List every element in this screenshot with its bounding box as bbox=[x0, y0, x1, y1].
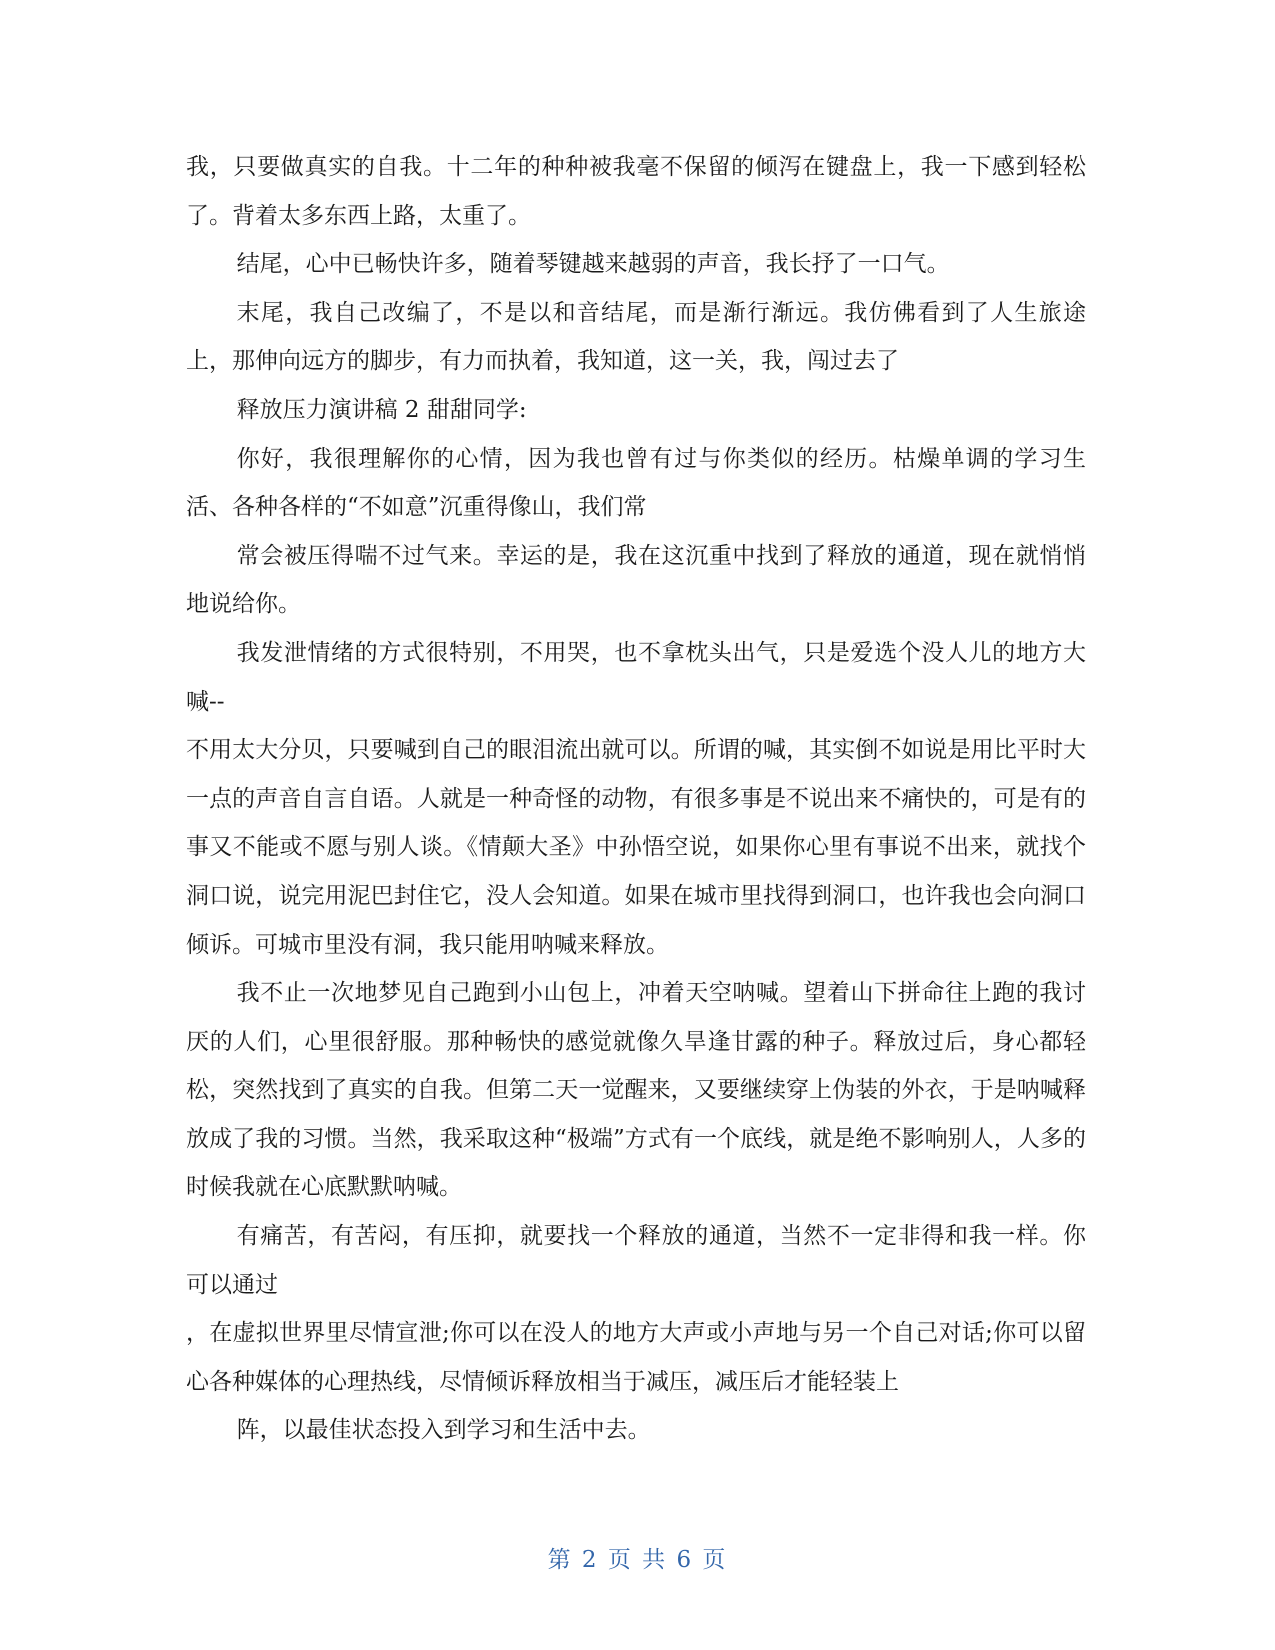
document-body bbox=[186, 143, 1086, 1455]
paragraph-8: 不用太大分贝，只要喊到自己的眼泪流出就可以。所谓的喊，其实倒不如说是用比平时大一点的声音自言自语。人就是一种奇怪的动物，有很多事是不说出来不痛快的，可是有的事又不能或不愿与别人谈。《情颠大圣》中孙悟空说，如果你心里有事说不出来，就找个洞口说，说完用泥巴封住它，没人会知道。如果在城市里找得到洞口，也许我也会向洞口倾诉。可城市里没有洞，我只能用呐喊来释放。 bbox=[186, 737, 1086, 958]
paragraph-10: 有痛苦，有苦闷，有压抑，就要找一个释放的通道，当然不一定非得和我一样。你可以通过 bbox=[186, 1223, 1086, 1298]
paragraph-11: ，在虚拟世界里尽情宣泄;你可以在没人的地方大声或小声地与另一个自己对话;你可以留心各种媒体的心理热线，尽情倾诉释放相当于减压，减压后才能轻装上 bbox=[186, 1320, 1086, 1395]
paragraph-4-heading: 释放压力演讲稿 2 甜甜同学: bbox=[236, 396, 527, 423]
paragraph-6: 常会被压得喘不过气来。幸运的是，我在这沉重中找到了释放的通道，现在就悄悄地说给你。 bbox=[186, 542, 1086, 618]
paragraph-7: 我发泄情绪的方式很特别，不用哭，也不拿枕头出气，只是爱选个没人儿的地方大喊-- bbox=[186, 639, 1086, 715]
paragraph-5: 你好，我很理解你的心情，因为我也曾有过与你类似的经历。枯燥单调的学习生活、各种各样的“不如意”沉重得像山，我们常 bbox=[186, 445, 1086, 521]
page-number: 第 2 页 共 6 页 bbox=[547, 1547, 728, 1573]
paragraph-12: 阵，以最佳状态投入到学习和生活中去。 bbox=[236, 1417, 651, 1444]
paragraph-1: 我，只要做真实的自我。十二年的种种被我毫不保留的倾泻在键盘上，我一下感到轻松了。背着太多东西上路，太重了。 bbox=[186, 154, 1086, 229]
paragraph-3: 末尾，我自己改编了，不是以和音结尾，而是渐行渐远。我仿佛看到了人生旅途上，那伸向远方的脚步，有力而执着，我知道，这一关，我，闯过去了 bbox=[186, 299, 1086, 375]
page-footer bbox=[0, 1541, 1275, 1574]
paragraph-9: 我不止一次地梦见自己跑到小山包上，冲着天空呐喊。望着山下拼命往上跑的我讨厌的人们，心里很舒服。那种畅快的感觉就像久旱逢甘露的种子。释放过后，身心都轻松，突然找到了真实的自我。但第二天一觉醒来，又要继续穿上伪装的外衣，于是呐喊释放成了我的习惯。当然，我采取这种“极端”方式有一个底线，就是绝不影响别人，人多的时候我就在心底默默呐喊。 bbox=[186, 980, 1086, 1201]
paragraph-2: 结尾，心中已畅快许多，随着琴键越来越弱的声音，我长抒了一口气。 bbox=[236, 251, 950, 278]
